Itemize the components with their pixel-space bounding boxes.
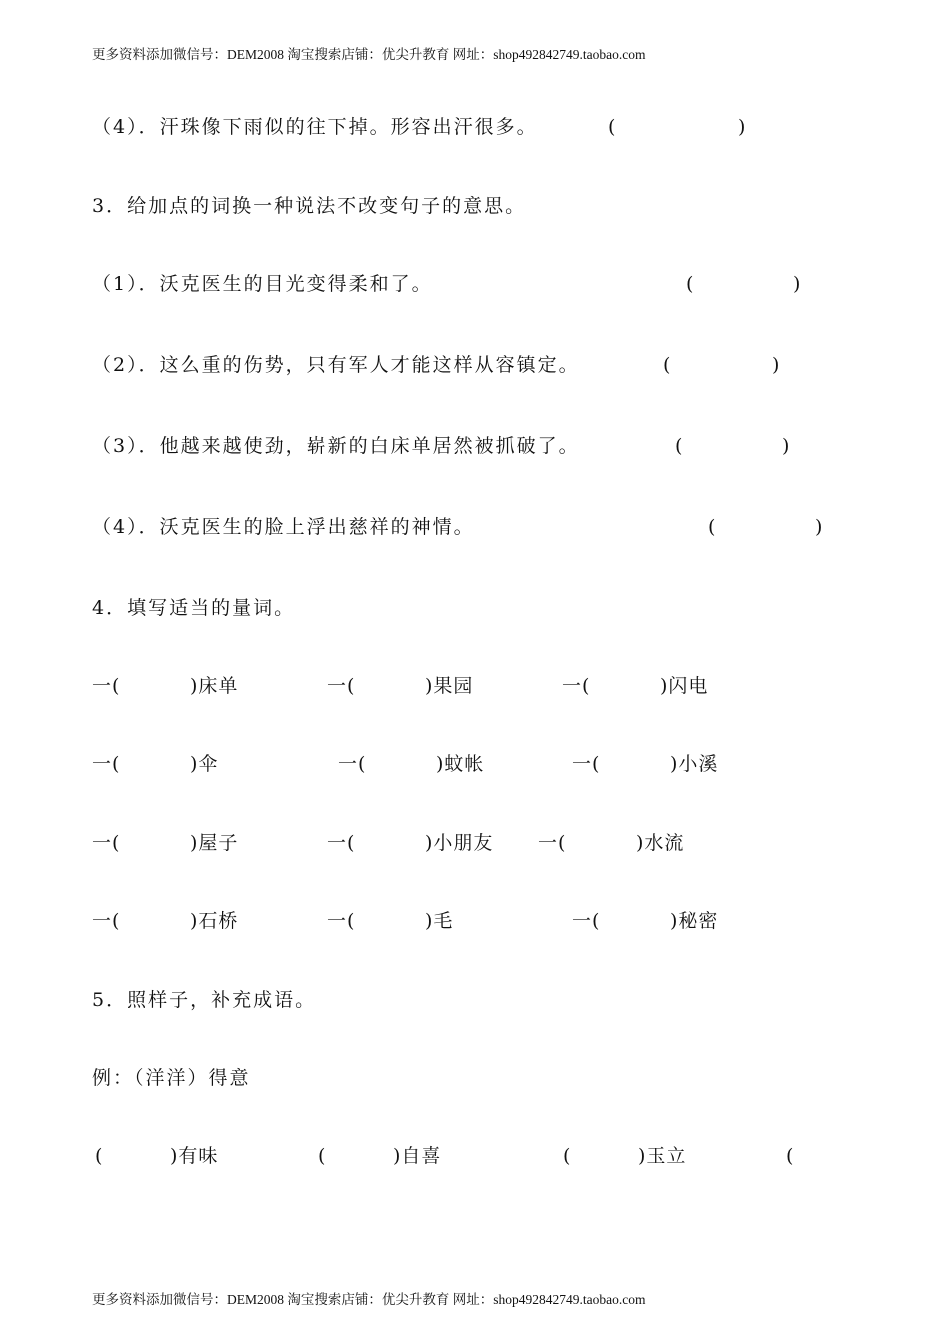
measure-word-noun: )毛 xyxy=(425,910,454,932)
idiom-paren-open: ( xyxy=(786,1145,795,1167)
idiom-suffix: )有味 xyxy=(170,1145,219,1167)
idiom-paren-open: ( xyxy=(318,1145,327,1167)
measure-word-prefix: 一( xyxy=(327,910,356,932)
answer-paren-close: ) xyxy=(793,273,801,295)
answer-paren-open: ( xyxy=(708,516,716,538)
measure-word-noun: )水流 xyxy=(636,832,685,854)
measure-word-prefix: 一( xyxy=(92,675,121,697)
measure-word-prefix: 一( xyxy=(338,753,367,775)
q4-title: 4．填写适当的量词。 xyxy=(92,597,296,619)
measure-word-prefix: 一( xyxy=(538,832,567,854)
answer-paren-close: ) xyxy=(772,354,780,376)
measure-word-prefix: 一( xyxy=(572,910,601,932)
idiom-suffix: )自喜 xyxy=(393,1145,442,1167)
q3-item-3-text: （3）．他越来越使劲，崭新的白床单居然被抓破了。 xyxy=(92,435,580,457)
answer-paren-open: ( xyxy=(608,116,616,138)
q3-item-4-text: （4）．沃克医生的脸上浮出慈祥的神情。 xyxy=(92,516,475,538)
page-header: 更多资料添加微信号：DEM2008 淘宝搜索店铺：优尖升教育 网址：shop492842749.taobao.com xyxy=(92,47,646,62)
idiom-suffix: )玉立 xyxy=(638,1145,687,1167)
measure-word-prefix: 一( xyxy=(327,675,356,697)
q2-item-4-text: （4）．汗珠像下雨似的往下掉。形容出汗很多。 xyxy=(92,116,538,138)
q3-item-2-text: （2）．这么重的伤势，只有军人才能这样从容镇定。 xyxy=(92,354,580,376)
answer-paren-open: ( xyxy=(675,435,683,457)
measure-word-noun: )伞 xyxy=(190,753,219,775)
measure-word-prefix: 一( xyxy=(572,753,601,775)
answer-paren-close: ) xyxy=(782,435,790,457)
measure-word-prefix: 一( xyxy=(92,910,121,932)
measure-word-noun: )秘密 xyxy=(670,910,719,932)
measure-word-noun: )果园 xyxy=(425,675,474,697)
page-footer: 更多资料添加微信号：DEM2008 淘宝搜索店铺：优尖升教育 网址：shop492842749.taobao.com xyxy=(92,1292,646,1307)
measure-word-noun: )屋子 xyxy=(190,832,239,854)
answer-paren-open: ( xyxy=(686,273,694,295)
answer-paren-close: ) xyxy=(815,516,823,538)
measure-word-noun: )小溪 xyxy=(670,753,719,775)
measure-word-noun: )床单 xyxy=(190,675,239,697)
answer-paren-close: ) xyxy=(738,116,746,138)
idiom-paren-open: ( xyxy=(95,1145,104,1167)
q3-title: 3．给加点的词换一种说法不改变句子的意思。 xyxy=(92,195,527,217)
measure-word-prefix: 一( xyxy=(327,832,356,854)
measure-word-prefix: 一( xyxy=(562,675,591,697)
answer-paren-open: ( xyxy=(663,354,671,376)
q5-title: 5．照样子，补充成语。 xyxy=(92,989,317,1011)
q5-example: 例：（洋洋）得意 xyxy=(92,1067,251,1089)
measure-word-noun: )闪电 xyxy=(660,675,709,697)
measure-word-noun: )小朋友 xyxy=(425,832,494,854)
measure-word-prefix: 一( xyxy=(92,832,121,854)
measure-word-noun: )石桥 xyxy=(190,910,239,932)
measure-word-noun: )蚊帐 xyxy=(436,753,485,775)
q3-item-1-text: （1）．沃克医生的目光变得柔和了。 xyxy=(92,273,433,295)
measure-word-prefix: 一( xyxy=(92,753,121,775)
idiom-paren-open: ( xyxy=(563,1145,572,1167)
